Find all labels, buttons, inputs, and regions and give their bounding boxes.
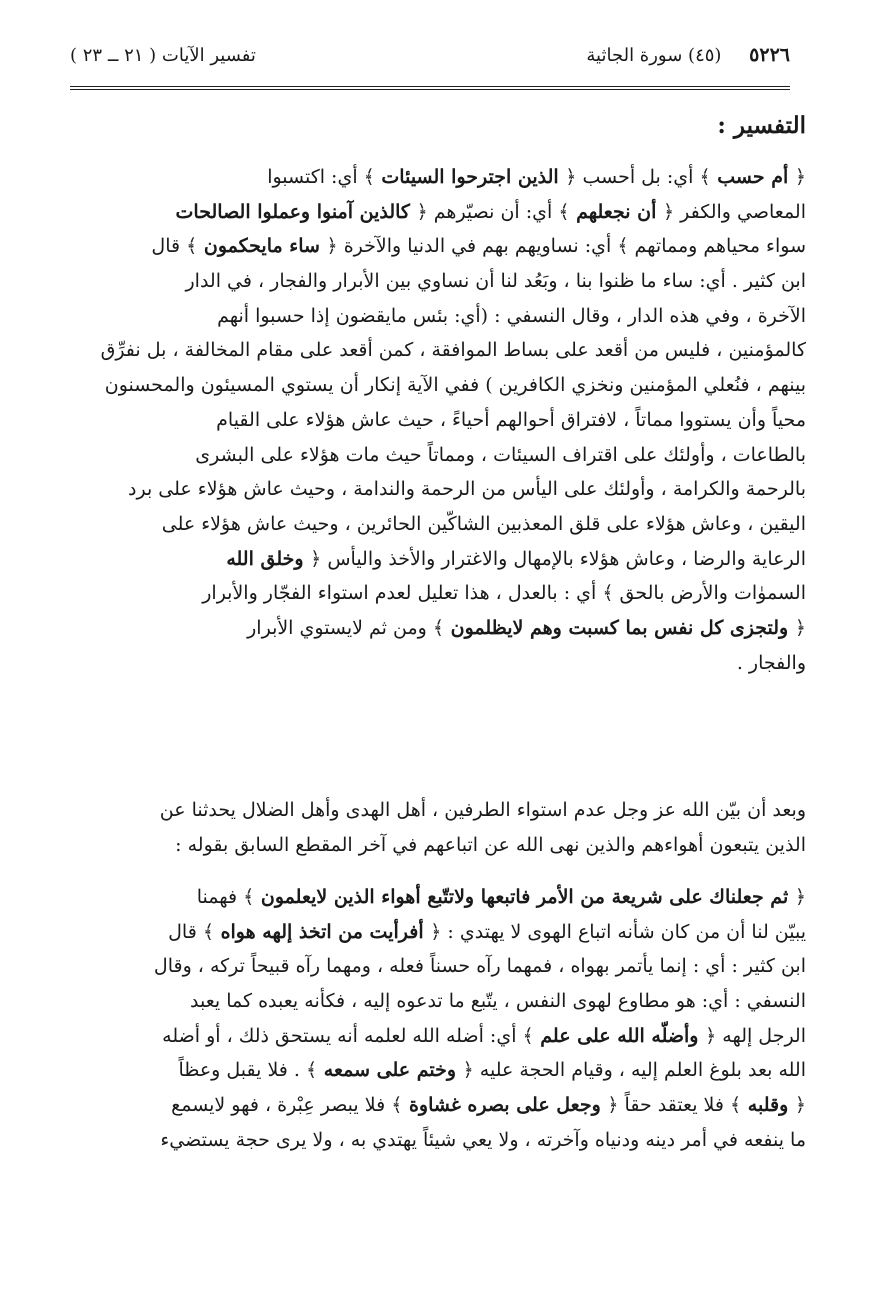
verses-range: تفسير الآيات ( ٢١ ــ ٢٣ ) xyxy=(70,45,256,66)
header-rule xyxy=(70,86,790,87)
text-line: كالمؤمنين ، فليس من أقعد على بساط الموافقة ، كمن أقعد على مقام المخالفة ، بل نفرِّق xyxy=(100,339,806,362)
text-line: ﴿ ثم جعلناك على شريعة من الأمر فاتبعها ولاتتّبع أهواء الذين لايعلمون ﴾ فهمنا xyxy=(196,886,806,908)
text-line: ﴿ وقلبه ﴾ فلا يعتقد حقاً ﴿ وجعل على بصره غشاوة ﴾ فلا يبصر عِبْرة ، فهو لايسمع xyxy=(171,1094,806,1117)
section-title: التفسير : xyxy=(717,112,806,139)
text-line: محياً وأن يستووا مماتاً ، لافتراق أحوالهم أحياءً ، حيث عاش هؤلاء على القيام xyxy=(216,408,806,431)
text-line: ابن كثير . أي: ساء ما ظنوا بنا ، وبَعُد لنا أن نساوي بين الأبرار والفجار ، في الدار xyxy=(185,270,806,293)
text-line: وبعد أن بيّن الله عز وجل عدم استواء الطرفين ، أهل الهدى وأهل الضلال يحدثنا عن xyxy=(159,799,806,821)
paragraph-transition xyxy=(84,793,806,862)
text-line: النسفي : أي: هو مطاوع لهوى النفس ، يتّبع ما تدعوه إليه ، فكأنه يعبده كما يعبد xyxy=(190,990,806,1013)
text-line: الله بعد بلوغ العلم إليه ، وقيام الحجة عليه ﴿ وختم على سمعه ﴾ . فلا يقبل وعظاً xyxy=(178,1059,806,1082)
text-line: والفجار . xyxy=(736,651,806,674)
text-line: بينهم ، فنُعلي المؤمنين ونخزي الكافرين ) ففي الآية إنكار أن يستوي المسيئون والمحسنون xyxy=(104,374,806,397)
paragraph-verse-commentary xyxy=(84,880,806,1158)
text-line: بالرحمة والكرامة ، وأولئك على اليأس من الرحمة والندامة ، وحيث عاش هؤلاء على برد xyxy=(128,478,806,501)
text-line: الآخرة ، وفي هذه الدار ، وقال النسفي : (أي: بئس مايقضون إذا حسبوا أنهم xyxy=(217,304,806,327)
text-line: السموٰات والأرض بالحق ﴾ أي : بالعدل ، هذا تعليل لعدم استواء الفجّار والأبرار xyxy=(202,582,806,605)
text-line: ﴿ ولتجزى كل نفس بما كسبت وهم لايظلمون ﴾ ومن ثم لايستوي الأبرار xyxy=(247,616,806,639)
text-line: سواء محياهم ومماتهم ﴾ أي: نساويهم بهم في الدنيا والآخرة ﴿ ساء مايحكمون ﴾ قال xyxy=(151,235,806,258)
page-header xyxy=(70,44,790,66)
page-header-right xyxy=(586,44,790,66)
text-line: الرعاية والرضا ، وعاش هؤلاء بالإمهال والاغترار والأخذ واليأس ﴿ وخلق الله xyxy=(226,547,806,570)
text-line: بالطاعات ، وأولئك على اقتراف السيئات ، ومماتاً حيث مات هؤلاء على البشرى xyxy=(195,443,806,466)
text-line: المعاصي والكفر ﴿ أن نجعلهم ﴾ أي: أن نصيّرهم ﴿ كالذين آمنوا وعملوا الصالحات xyxy=(175,200,806,223)
header-rule-thin xyxy=(70,89,790,90)
page-number: ٥٢٢٦ xyxy=(749,44,790,66)
text-line: الرجل إلهه ﴿ وأضلّه الله على علم ﴾ أي: أضله الله لعلمه أنه يستحق ذلك ، أو أضله xyxy=(162,1024,806,1047)
text-line: يبيّن لنا أن من كان شأنه اتباع الهوى لا يهتدي : ﴿ أفرأيت من اتخذ إلهه هواه ﴾ قال xyxy=(168,920,806,943)
text-line: الذين يتبعون أهواءهم والذين نهى الله عن اتباعهم في آخر المقطع السابق بقوله : xyxy=(175,833,806,856)
text-line: ابن كثير : أي : إنما يأتمر بهواه ، فمهما رآه حسناً فعله ، ومهما رآه قبيحاً تركه ، وقال xyxy=(153,955,806,978)
surah-name: (٤٥) سورة الجاثية xyxy=(586,45,722,66)
text-line: ما ينفعه في أمر دينه ودنياه وآخرته ، ولا يعي شيئاً يهتدي به ، ولا يرى حجة يستضيء xyxy=(160,1128,806,1151)
text-line: ﴿ أم حسب ﴾ أي: بل أحسب ﴿ الذين اجترحوا السيئات ﴾ أي: اكتسبوا xyxy=(267,166,806,188)
text-line: اليقين ، وعاش هؤلاء على قلق المعذبين الشاكّين الحائرين ، وحيث عاش هؤلاء على xyxy=(161,512,806,535)
paragraph-tafsir xyxy=(84,160,806,680)
